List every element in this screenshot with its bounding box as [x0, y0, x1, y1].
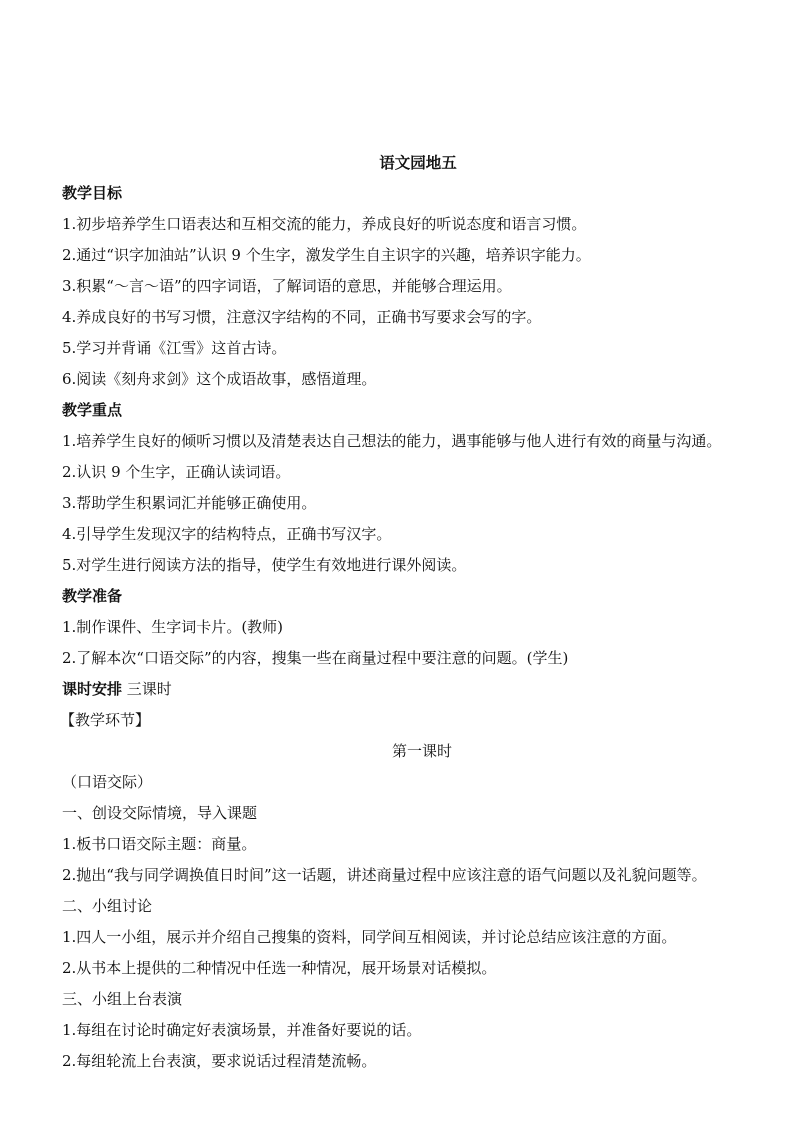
- section-heading-goals: 教学目标: [62, 184, 123, 202]
- document-title: 语文园地五: [379, 153, 457, 172]
- goal-item: 6.阅读《刻舟求剑》这个成语故事，感悟道理。: [62, 370, 377, 388]
- focus-item: 2.认识 9 个生字，正确认读词语。: [62, 463, 291, 481]
- focus-item: 4.引导学生发现汉字的结构特点，正确书写汉字。: [62, 525, 392, 543]
- part-item: 1.板书口语交际主题：商量。: [62, 835, 257, 853]
- goal-item: 1.初步培养学生口语表达和互相交流的能力，养成良好的听说态度和语言习惯。: [62, 215, 587, 233]
- part-item: 2.每组轮流上台表演，要求说话过程清楚流畅。: [62, 1052, 377, 1070]
- schedule-heading: 课时安排: [62, 680, 123, 698]
- focus-item: 1.培养学生良好的倾听习惯以及清楚表达自己想法的能力，遇事能够与他人进行有效的商量与沟通。: [62, 432, 722, 450]
- part-item: 1.每组在讨论时确定好表演场景，并准备好要说的话。: [62, 1021, 422, 1039]
- focus-item: 5.对学生进行阅读方法的指导，使学生有效地进行课外阅读。: [62, 556, 467, 574]
- focus-item: 3.帮助学生积累词汇并能够正确使用。: [62, 494, 317, 512]
- lesson-subtitle: （口语交际）: [62, 773, 153, 791]
- schedule-value: 三课时: [126, 680, 172, 698]
- part-item: 1.四人一小组，展示并介绍自己搜集的资料，同学间互相阅读，并讨论总结应该注意的方面。: [62, 928, 677, 946]
- part-heading: 二、小组讨论: [62, 897, 153, 915]
- teaching-steps-label: 【教学环节】: [60, 711, 151, 729]
- goal-item: 3.积累“～言～语”的四字词语，了解词语的意思，并能够合理运用。: [62, 277, 512, 295]
- section-heading-focus: 教学重点: [62, 401, 123, 419]
- prep-item: 1.制作课件、生字词卡片。(教师): [62, 618, 284, 636]
- lesson-title: 第一课时: [391, 742, 452, 760]
- part-item: 2.抛出“我与同学调换值日时间”这一话题，讲述商量过程中应该注意的语气问题以及礼貌问题等。: [62, 866, 707, 884]
- schedule-line: [62, 674, 762, 705]
- goal-item: 5.学习并背诵《江雪》这首古诗。: [62, 339, 287, 357]
- goal-item: 4.养成良好的书写习惯，注意汉字结构的不同，正确书写要求会写的字。: [62, 308, 542, 326]
- section-heading-prep: 教学准备: [62, 587, 123, 605]
- part-item: 2.从书本上提供的二种情况中任选一种情况，展开场景对话模拟。: [62, 959, 497, 977]
- part-heading: 一、创设交际情境，导入课题: [62, 804, 258, 822]
- document-body: [62, 147, 762, 1077]
- prep-item: 2.了解本次“口语交际”的内容，搜集一些在商量过程中要注意的问题。(学生): [62, 649, 569, 667]
- goal-item: 2.通过“识字加油站”认识 9 个生字，激发学生自主识字的兴趣，培养识字能力。: [62, 246, 591, 264]
- part-heading: 三、小组上台表演: [62, 990, 183, 1008]
